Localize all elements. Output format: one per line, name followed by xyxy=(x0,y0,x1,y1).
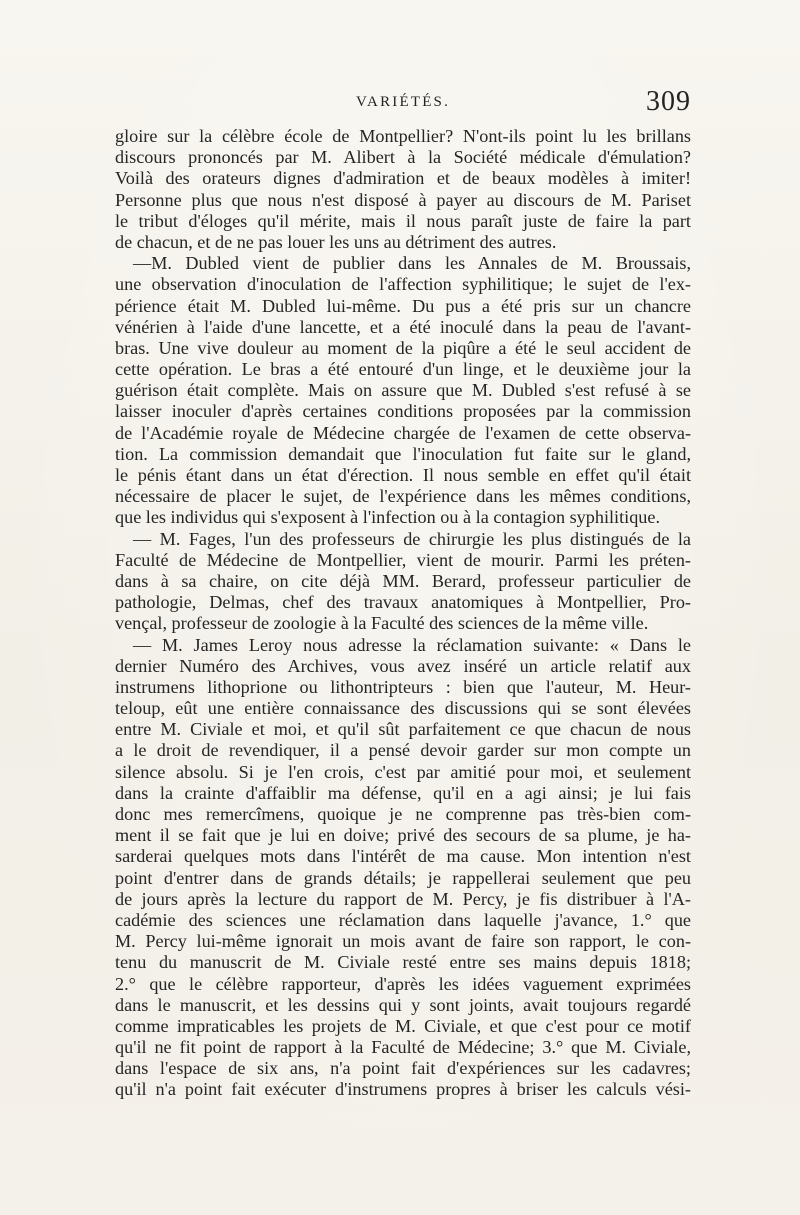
text-line: sarderai quelques mots dans l'intérêt de ma cause. Mon intention n'est xyxy=(115,846,691,867)
running-head: VARIÉTÉS. xyxy=(355,94,451,110)
text-line: une observation d'inoculation de l'affection syphilitique; le sujet de l'ex- xyxy=(115,274,691,295)
text-line: dans le manuscrit, et les dessins qui y sont joints, avait toujours regardé xyxy=(115,994,691,1015)
text-line: le tribut d'éloges qu'il mérite, mais il nous paraît juste de faire la part xyxy=(115,210,691,231)
text-line: instrumens lithoprione ou lithontripteurs : bien que l'auteur, M. Heur- xyxy=(115,676,691,697)
text-line: dernier Numéro des Archives, vous avez inséré un article relatif aux xyxy=(115,655,691,676)
text-line: a le droit de revendiquer, il a pensé devoir garder sur mon compte un xyxy=(115,740,691,761)
text-line: M. Percy lui-même ignorait un mois avant de faire son rapport, le con- xyxy=(115,931,691,952)
text-line: 2.° que le célèbre rapporteur, d'après les idées vaguement exprimées xyxy=(115,973,691,994)
text-line: le pénis étant dans un état d'érection. Il nous semble en effet qu'il était xyxy=(115,465,691,485)
text-line: point d'entrer dans de grands détails; je rappellerai seulement que peu xyxy=(115,867,691,888)
text-line: — M. James Leroy nous adresse la réclamation suivante: « Dans le xyxy=(133,634,691,655)
text-line: Voilà des orateurs dignes d'admiration et de beaux modèles à imiter! xyxy=(115,168,691,189)
text-line: laisser inoculer d'après certaines conditions proposées par la commission xyxy=(115,401,691,422)
text-line: Faculté de Médecine de Montpellier, vient de mourir. Parmi les préten- xyxy=(115,549,691,570)
text-line: périence était M. Dubled lui-même. Du pus a été pris sur un chancre xyxy=(115,295,691,316)
text-line: vençal, professeur de zoologie à la Faculté des sciences de la même ville. xyxy=(115,613,649,634)
text-line: ment il se fait que je lui en doive; privé des secours de sa plume, je ha- xyxy=(115,825,691,846)
text-line: entre M. Civiale et moi, et qu'il sût parfaitement ce que chacun de nous xyxy=(115,719,691,740)
paragraph-montpellier xyxy=(115,126,691,253)
text-line: qu'il n'a point fait exécuter d'instrumens propres à briser les calculs vési- xyxy=(115,1079,691,1100)
text-line: que les individus qui s'exposent à l'infection ou à la contagion syphilitique. xyxy=(115,507,661,528)
text-line: vénérien à l'aide d'une lancette, et a été inoculé dans la peau de l'avant- xyxy=(115,316,691,337)
text-line: comme impraticables les projets de M. Civiale, et que c'est pour ce motif xyxy=(115,1015,691,1036)
text-line: pathologie, Delmas, chef des travaux anatomiques à Montpellier, Pro- xyxy=(115,592,691,613)
text-line: de chacun, et de ne pas louer les uns au détriment des autres. xyxy=(115,231,557,252)
text-line: dans à sa chaire, on cite déjà MM. Berard, professeur particulier de xyxy=(115,570,691,591)
text-line: guérison était complète. Mais on assure que M. Dubled s'est refusé à se xyxy=(115,380,691,401)
paragraph-dubled xyxy=(115,253,691,528)
text-line: dans la crainte d'affaiblir ma défense, qu'il en a agi ainsi; je lui fais xyxy=(115,782,691,803)
text-line: dans l'espace de six ans, n'a point fait d'expériences sur les cadavres; xyxy=(115,1058,691,1079)
page-body xyxy=(115,126,691,1101)
text-line: gloire sur la célèbre école de Montpellier? N'ont-ils point lu les brillans xyxy=(115,126,691,146)
page-number: 309 xyxy=(646,86,691,117)
paragraph-fages xyxy=(115,529,691,635)
text-line: Personne plus que nous n'est disposé à payer au discours de M. Pariset xyxy=(115,189,691,210)
text-line: discours prononcés par M. Alibert à la Société médicale d'émulation? xyxy=(115,147,691,168)
text-line: nécessaire de placer le sujet, de l'expérience dans les mêmes conditions, xyxy=(115,486,691,507)
page-header xyxy=(115,86,691,126)
paragraph-leroy xyxy=(115,635,691,1101)
text-line: teloup, eût une entière connaissance des discussions qui se sont élevées xyxy=(115,698,691,719)
text-line: bras. Une vive douleur au moment de la piqûre a été le seul accident de xyxy=(115,337,691,358)
text-line: qu'il ne fit point de rapport à la Faculté de Médecine; 3.° que M. Civiale, xyxy=(115,1037,691,1058)
text-line: tenu du manuscrit de M. Civiale resté entre ses mains depuis 1818; xyxy=(115,952,691,973)
text-line: —M. Dubled vient de publier dans les Annales de M. Broussais, xyxy=(133,253,691,274)
text-line: cadémie des sciences une réclamation dans laquelle j'avance, 1.° que xyxy=(115,909,691,930)
text-line: cette opération. Le bras a été entouré d'un linge, et le deuxième jour la xyxy=(115,359,691,380)
text-line: tion. La commission demandait que l'inoculation fut faite sur le gland, xyxy=(115,443,691,464)
text-line: de l'Académie royale de Médecine chargée de l'examen de cette observa- xyxy=(115,422,691,443)
text-line: de jours après la lecture du rapport de M. Percy, je fis distribuer à l'A- xyxy=(115,888,691,909)
text-line: silence absolu. Si je l'en crois, c'est par amitié pour moi, et seulement xyxy=(115,761,691,782)
text-line: donc mes remercîmens, quoique je ne comprenne pas très-bien com- xyxy=(115,804,691,824)
text-line: — M. Fages, l'un des professeurs de chirurgie les plus distingués de la xyxy=(133,528,691,549)
